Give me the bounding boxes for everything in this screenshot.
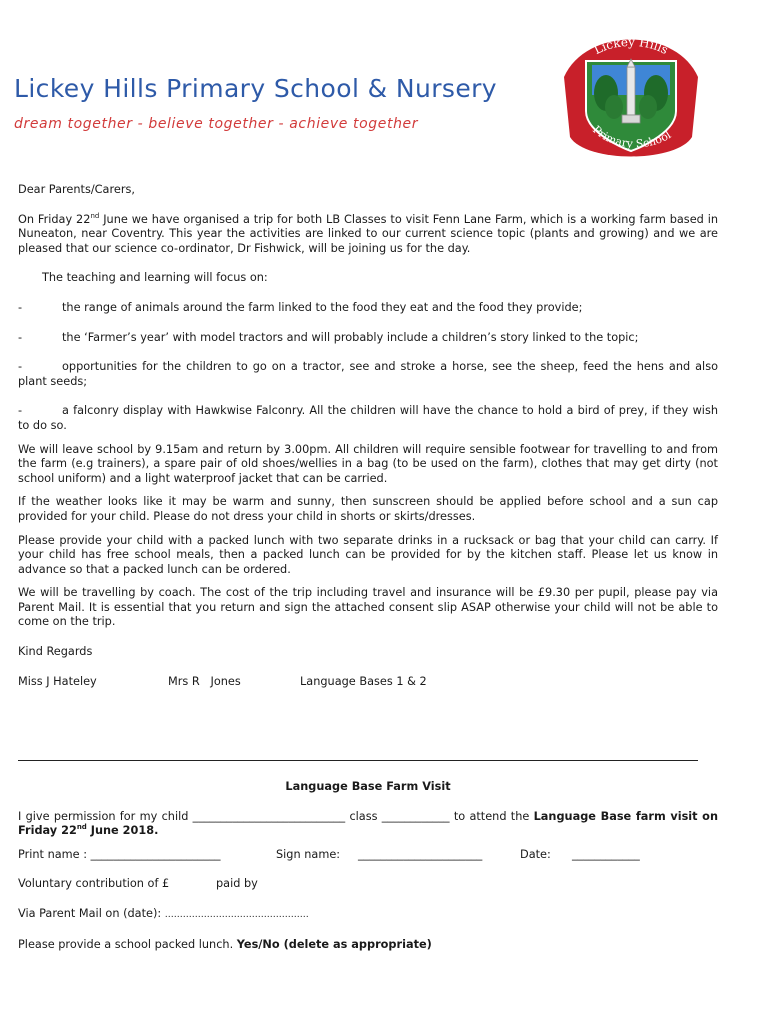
- paid-by-field[interactable]: paid by: [216, 877, 258, 891]
- parent-mail-line[interactable]: Via Parent Mail on (date): …………………………………………: [18, 906, 309, 920]
- bullet-item: - a falconry display with Hawkwise Falconry. All the children will have the chance to hold a bird of prey, if they wish to do so.: [18, 404, 718, 432]
- date-label: Date:: [520, 847, 551, 861]
- letterhead: [14, 74, 554, 132]
- school-motto: dream together - believe together - achieve together: [14, 116, 419, 132]
- signature-jones: Mrs R Jones: [168, 674, 241, 688]
- signature-row: [18, 675, 718, 690]
- crest-bottom-text: Primary School: [590, 123, 674, 151]
- consent-slip: [18, 780, 718, 952]
- print-name-field[interactable]: Print name : _______________________: [18, 847, 221, 861]
- sign-name-field[interactable]: ______________________: [358, 847, 483, 861]
- consent-title: Language Base Farm Visit: [285, 780, 451, 793]
- closing: Kind Regards: [18, 645, 93, 659]
- school-name: Lickey Hills Primary School & Nursery: [14, 74, 497, 103]
- bullet-item: - the ‘Farmer’s year’ with model tractors and will probably include a children’s story linked to the topic;: [18, 330, 639, 344]
- cost-paragraph: We will be travelling by coach. The cost of the trip including travel and insurance will be £9.30 per pupil, please pay via Parent Mail. It is essential that you return and sign the attached consent slip ASAP otherwise your child will not be able to come on the trip.: [18, 586, 718, 629]
- letter-body: [18, 183, 718, 689]
- signature-hateley: Miss J Hateley: [18, 674, 97, 688]
- tear-off-divider: [18, 760, 698, 761]
- school-crest-logo: [556, 33, 706, 161]
- crest-top-text: Lickey Hills: [591, 34, 671, 58]
- contribution-field[interactable]: Voluntary contribution of £: [18, 877, 170, 891]
- date-field[interactable]: ____________: [572, 847, 640, 861]
- lunch-paragraph: Please provide your child with a packed lunch with two separate drinks in a rucksack or bag that your child can carry. If your child has free school meals, then a packed lunch can be provided for by the kitchen staff. Please let us know in advance so that a packed lunch can be ordered.: [18, 533, 718, 576]
- salutation: Dear Parents/Carers,: [18, 183, 135, 196]
- name-row: [18, 848, 718, 863]
- sign-name-label: Sign name:: [276, 847, 341, 861]
- contribution-row: [18, 877, 718, 892]
- weather-paragraph: If the weather looks like it may be warm and sunny, then sunscreen should be applied before school and a sun cap provided for your child. Please do not dress your child in shorts or skirts/dresses.: [18, 495, 718, 523]
- intro-paragraph: On Friday 22nd June we have organised a trip for both LB Classes to visit Fenn Lane Farm, which is a working farm based in Nuneaton, near Coventry. This year the activities are linked to our current science topic (plants and growing) and we are pleased that our science co-ordinator, Dr Fishwick, will be joining us for the day.: [18, 211, 718, 255]
- packed-lunch-line[interactable]: Please provide a school packed lunch. Yes/No (delete as appropriate): [18, 937, 432, 951]
- permission-line: I give permission for my child ___________________________ class ____________ to attend the Language Base farm visit on Friday 22nd June 2018.: [18, 809, 718, 838]
- focus-lead: The teaching and learning will focus on:: [42, 271, 268, 285]
- bullet-item: - opportunities for the children to go on a tractor, see and stroke a horse, see the sheep, feed the hens and also plant seeds;: [18, 360, 718, 388]
- times-paragraph: We will leave school by 9.15am and return by 3.00pm. All children will require sensible footwear for travelling to and from the farm (e.g trainers), a spare pair of old shoes/wellies in a bag (to be used on the farm), clothes that may get dirty (not school uniform) and a light waterproof jacket that can be carried.: [18, 442, 718, 485]
- bullet-item: - the range of animals around the farm linked to the food they eat and the food they provide;: [18, 300, 583, 314]
- signature-language-bases: Language Bases 1 & 2: [300, 674, 427, 688]
